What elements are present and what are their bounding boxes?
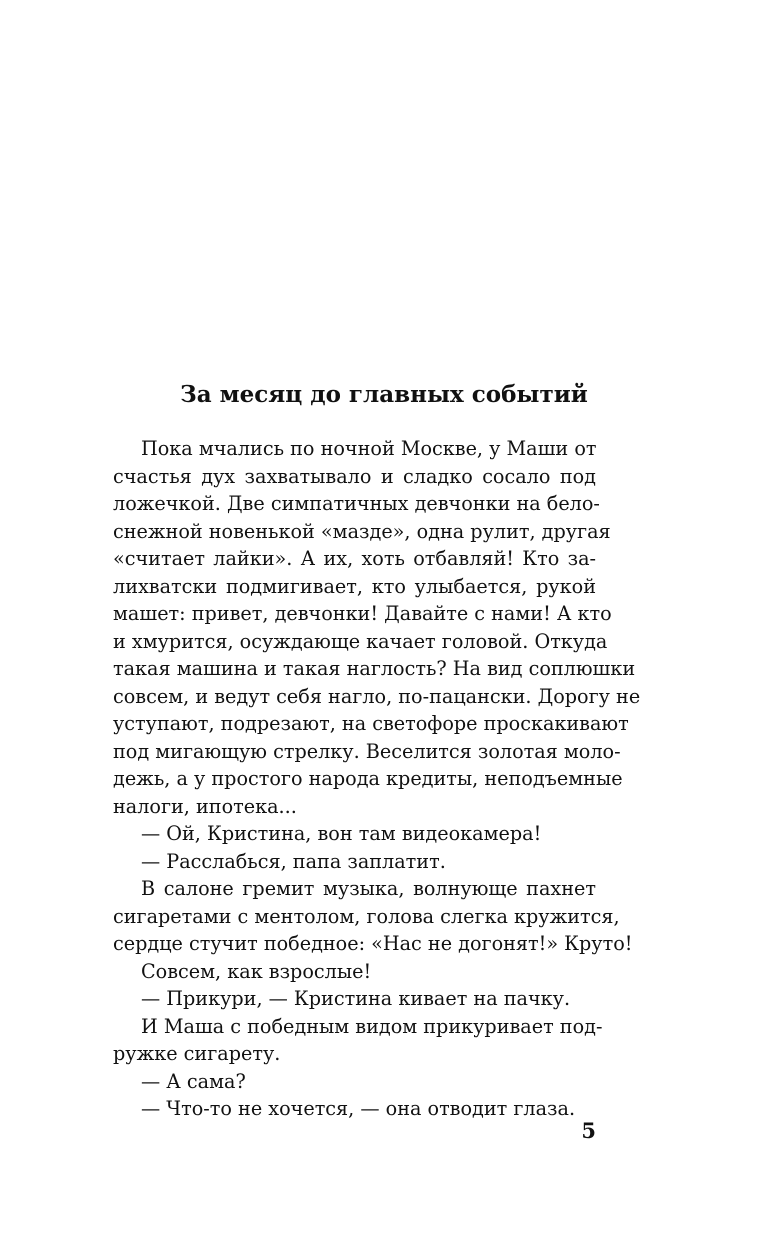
text-line: уступают, подрезают, на светофоре проскакивают (113, 712, 629, 735)
text-line: Совсем, как взрослые! (141, 959, 372, 983)
text-line: сердце стучит победное: «Нас не догонят!» Круто! (113, 932, 633, 955)
text-line: — Расслабься, папа заплатит. (141, 849, 446, 873)
text-line: такая машина и такая наглость? На вид соплюшки (113, 657, 636, 680)
text-line: В салоне гремит музыка, волнующе пахнет (141, 877, 596, 900)
text-line: счастья дух захватывало и сладко сосало под (113, 464, 596, 488)
text-line: ложечкой. Две симпатичных девчонки на бело- (113, 492, 600, 515)
text-line: снежной новенькой «мазде», одна рулит, другая (113, 519, 611, 543)
text-line: Пока мчались по ночной Москве, у Маши от (141, 437, 597, 460)
chapter-title: За месяц до главных событий (180, 381, 588, 408)
text-line: совсем, и ведут себя нагло, по-пацански. Дорогу не (113, 684, 641, 708)
text-line: лихватски подмигивает, кто улыбается, рукой (113, 574, 596, 598)
text-line: «считает лайки». А их, хоть отбавляй! Кто за- (113, 547, 596, 570)
text-line: И Маша с победным видом прикуривает под- (141, 1014, 603, 1038)
text-line: и хмурится, осуждающе качает головой. Откуда (113, 629, 608, 653)
text-line: налоги, ипотека... (113, 794, 297, 818)
text-line: дежь, а у простого народа кредиты, неподъемные (113, 767, 623, 790)
text-line: сигаретами с ментолом, голова слегка кружится, (113, 904, 620, 928)
text-line: — Прикури, — Кристина кивает на пачку. (141, 987, 571, 1010)
text-line: ружке сигарету. (113, 1042, 281, 1065)
text-line: — Ой, Кристина, вон там видеокамера! (141, 822, 542, 845)
text-line: — Что-то не хочется, — она отводит глаза. (141, 1097, 576, 1120)
text-line: машет: привет, девчонки! Давайте с нами! А кто (113, 602, 612, 625)
page-number: 5 (581, 1118, 596, 1143)
text-line: под мигающую стрелку. Веселится золотая моло- (113, 739, 621, 763)
text-line: — А сама? (141, 1069, 246, 1093)
